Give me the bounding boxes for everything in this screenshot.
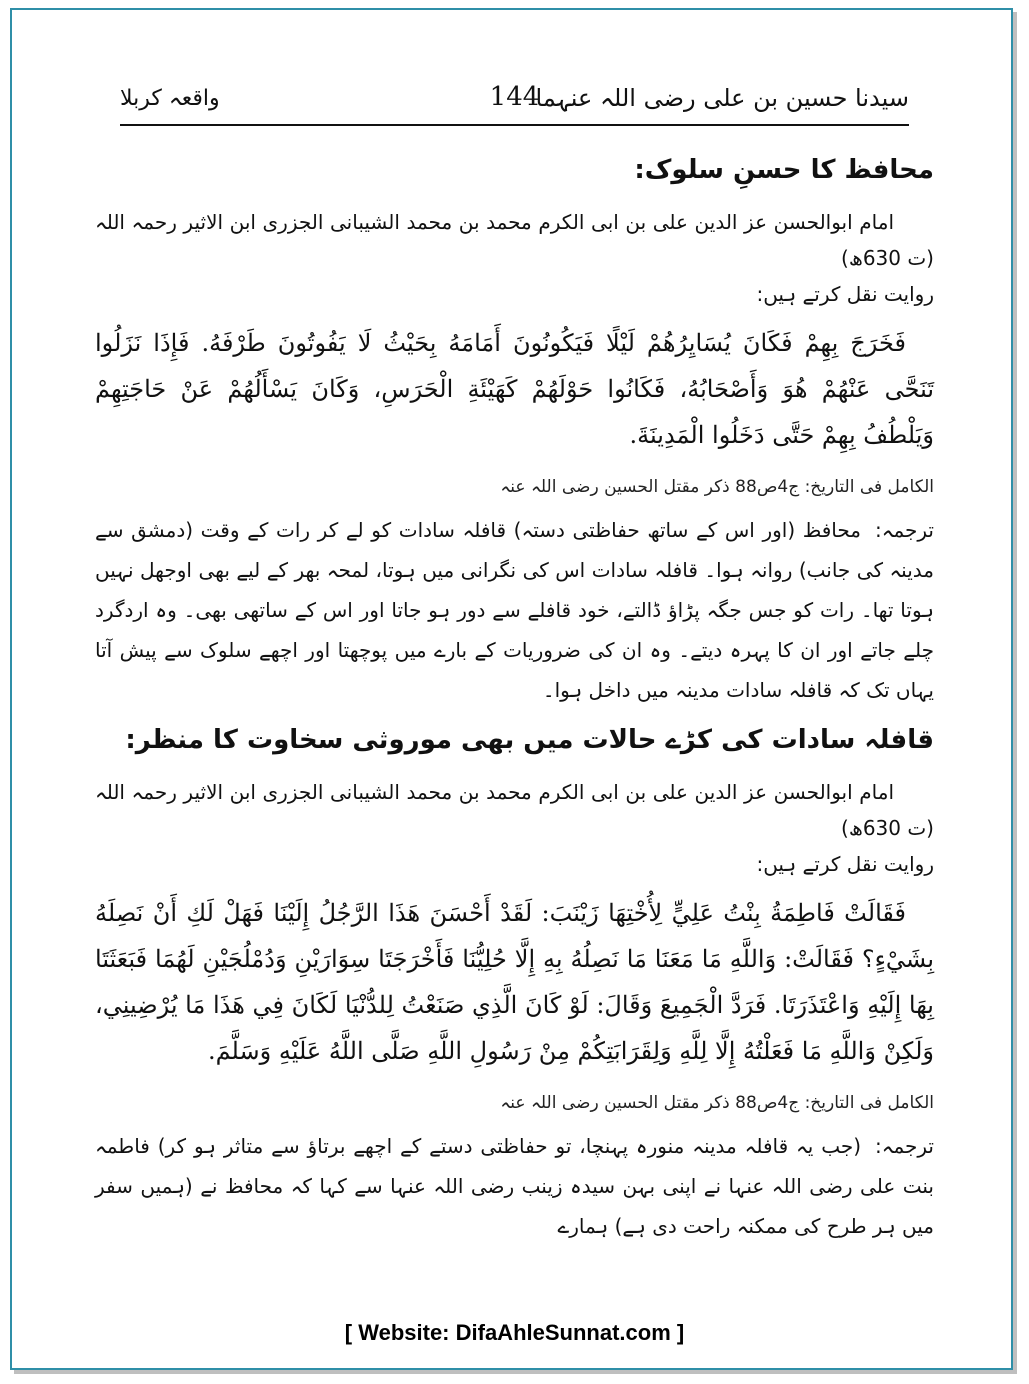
section-heading-generosity: قافلہ سادات کی کڑے حالات میں بھی موروثی سخاوت کا منظر: bbox=[125, 725, 934, 755]
source-reference: الکامل فی التاریخ: ج4ص88 ذکر مقتل الحسین رضی اللہ عنہ bbox=[500, 1093, 934, 1113]
page-content bbox=[95, 140, 934, 1252]
page-header bbox=[120, 80, 909, 126]
translation-text: محافظ (اور اس کے ساتھ حفاظتی دستہ) قافلہ سادات کو لے کر رات کے وقت (دمشق سے مدینہ کی جانب) روانہ ہوا۔ قافلہ سادات اس کی نگرانی میں ہوتا، لمحہ بھر کے لیے بھی اوجھل نہیں ہوتا تھا۔ رات کو جس جگہ پڑاؤ ڈالتے، خود قافلے سے دور ہو جاتا اور اس کے ساتھی بھی۔ وہ اردگرد چلے جاتے اور ان کا پہرہ دیتے۔ وہ ان کی ضروریات کے بارے میں پوچھتا اور اچھے سلوک سے پیش آتا یہاں تک کہ قافلہ سادات مدینہ میں داخل ہوا۔ bbox=[95, 518, 934, 702]
chapter-title: واقعہ کربلا bbox=[120, 86, 220, 111]
source-reference: الکامل فی التاریخ: ج4ص88 ذکر مقتل الحسین رضی اللہ عنہ bbox=[500, 477, 934, 497]
translation-paragraph bbox=[95, 1126, 934, 1246]
translation-text: (جب یہ قافلہ مدینہ منورہ پہنچا، تو حفاظتی دستے کے اچھے برتاؤ سے متاثر ہو کر) فاطمہ بنت علی رضی اللہ عنہا نے اپنی بہن سیدہ زینب رضی اللہ عنہا سے کہا کہ محافظ نے (ہمیں سفر میں ہر طرح کی ممکنہ راحت دی ہے) ہمارے bbox=[95, 1134, 934, 1238]
narrator-intro-tail: روایت نقل کرتے ہیں: bbox=[756, 852, 934, 876]
header-divider bbox=[120, 124, 909, 126]
page-number: 144 bbox=[489, 82, 540, 112]
narrator-intro: امام ابوالحسن عز الدین علی بن ابی الکرم محمد بن محمد الشیبانی الجزری ابن الاثیر رحمہ اللہ (ت 630ھ) bbox=[95, 210, 934, 270]
translation-paragraph bbox=[95, 510, 934, 710]
arabic-narration: فَخَرَجَ بِهِمْ فَكَانَ يُسَايِرُهُمْ لَيْلًا فَيَكُونُونَ أَمَامَهُ بِحَيْثُ لَا يَفُوتُونَ طَرْفَهُ. فَإِذَا نَزَلُوا تَنَحَّى عَنْهُمْ هُوَ وَأَصْحَابُهُ، فَكَانُوا حَوْلَهُمْ كَهَيْئَةِ الْحَرَسِ، وَكَانَ يَسْأَلُهُمْ عَنْ حَاجَتِهِمْ وَيَلْطُفُ بِهِمْ حَتَّى دَخَلُوا الْمَدِينَةَ. bbox=[95, 329, 934, 449]
narrator-intro: امام ابوالحسن عز الدین علی بن ابی الکرم محمد بن محمد الشیبانی الجزری ابن الاثیر رحمہ اللہ (ت 630ھ) bbox=[95, 780, 934, 840]
translation-label: ترجمہ: bbox=[875, 518, 934, 542]
section-heading-guard-conduct: محافظ کا حسنِ سلوک: bbox=[634, 155, 934, 185]
arabic-narration: فَقَالَتْ فَاطِمَةُ بِنْتُ عَلِيٍّ لِأُخْتِهَا زَيْنَبَ: لَقَدْ أَحْسَنَ هَذَا الرَّجُلُ إِلَيْنَا فَهَلْ لَكِ أَنْ نَصِلَهُ بِشَيْءٍ؟ فَقَالَتْ: وَاللَّهِ مَا مَعَنَا مَا نَصِلُهُ بِهِ إِلَّا حُلِيُّنَا فَأَخْرَجَتَا سِوَارَيْنِ وَدُمْلُجَيْنِ لَهُمَا فَبَعَثَتَا بِهَا إِلَيْهِ وَاعْتَذَرَتَا. فَرَدَّ الْجَمِيعَ وَقَالَ: لَوْ كَانَ الَّذِي صَنَعْتُ لِلدُّنْيَا لَكَانَ فِي هَذَا مَا يُرْضِينِي، وَلَكِنْ وَاللَّهِ مَا فَعَلْتُهُ إِلَّا لِلَّهِ وَلِقَرَابَتِكُمْ مِنْ رَسُولِ اللَّهِ صَلَّى اللَّهُ عَلَيْهِ وَسَلَّمَ. bbox=[95, 899, 934, 1065]
translation-label: ترجمہ: bbox=[875, 1134, 934, 1158]
book-title: سیدنا حسین بن علی رضی اللہ عنہما bbox=[535, 84, 909, 112]
narrator-intro-tail: روایت نقل کرتے ہیں: bbox=[756, 282, 934, 306]
website-footer: [ Website: DifaAhleSunnat.com ] bbox=[344, 1320, 685, 1345]
